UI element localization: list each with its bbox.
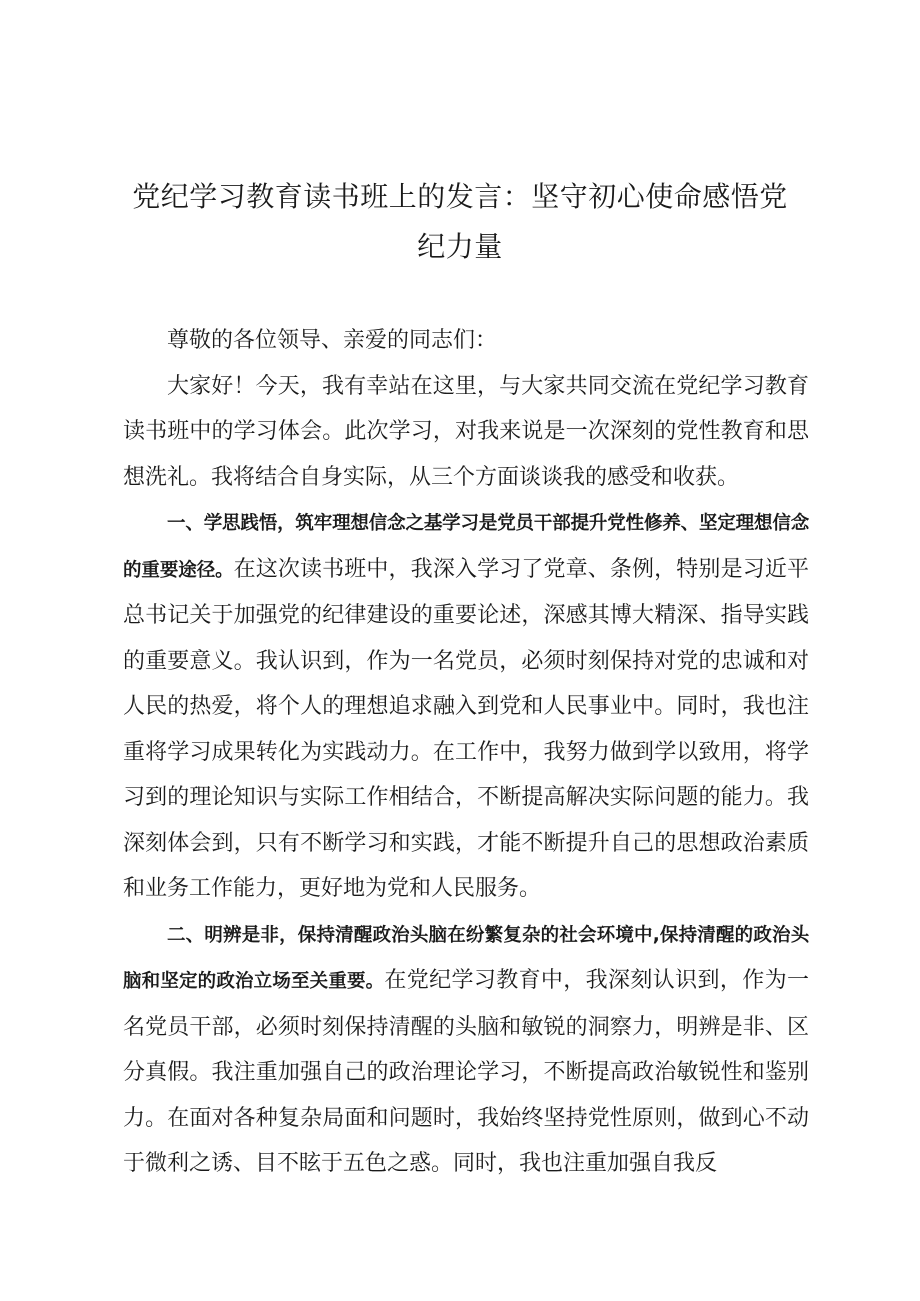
- document-body: [123, 318, 809, 1187]
- section-one-heading: 一、学思践悟，筑牢理想信念之基学习是党员干部提升党性修养、坚定理想信念的重要途径。: [123, 513, 809, 581]
- intro-paragraph: 大家好！今天，我有幸站在这里，与大家共同交流在党纪学习教育读书班中的学习体会。此次学习，对我来说是一次深刻的党性教育和思想洗礼。我将结合自身实际，从三个方面谈谈我的感受和收获。: [123, 373, 809, 490]
- salutation: 尊敬的各位领导、亲爱的同志们：: [167, 328, 498, 353]
- section-two-paragraph: [123, 912, 809, 1187]
- document-title: 党纪学习教育读书班上的发言：坚守初心使命感悟党纪力量: [132, 180, 788, 263]
- section-two-heading: 二、明辨是非，保持清醒政治头脑在纷繁复杂的社会环境中,保持清醒的政治头脑和坚定的政治立场至关重要。: [123, 924, 809, 992]
- section-one-paragraph: [123, 500, 809, 912]
- section-one-body: 在这次读书班中，我深入学习了党章、条例，特别是习近平总书记关于加强党的纪律建设的重要论述，深感其博大精深、指导实践的重要意义。我认识到，作为一名党员，必须时刻保持对党的忠诚和对人民的热爱，将个人的理想追求融入到党和人民事业中。同时，我也注重将学习成果转化为实践动力。在工作中，我努力做到学以致用，将学习到的理论知识与实际工作相结合，不断提高解决实际问题的能力。我深刻体会到，只有不断学习和实践，才能不断提升自己的思想政治素质和业务工作能力，更好地为党和人民服务。: [123, 556, 809, 901]
- section-two-body: 在党纪学习教育中，我深刻认识到，作为一名党员干部，必须时刻保持清醒的头脑和敏锐的洞察力，明辨是非、区分真假。我注重加强自己的政治理论学习，不断提高政治敏锐性和鉴别力。在面对各种复杂局面和问题时，我始终坚持党性原则，做到心不动于微利之诱、目不眩于五色之惑。同时，我也注重加强自我反: [123, 968, 809, 1176]
